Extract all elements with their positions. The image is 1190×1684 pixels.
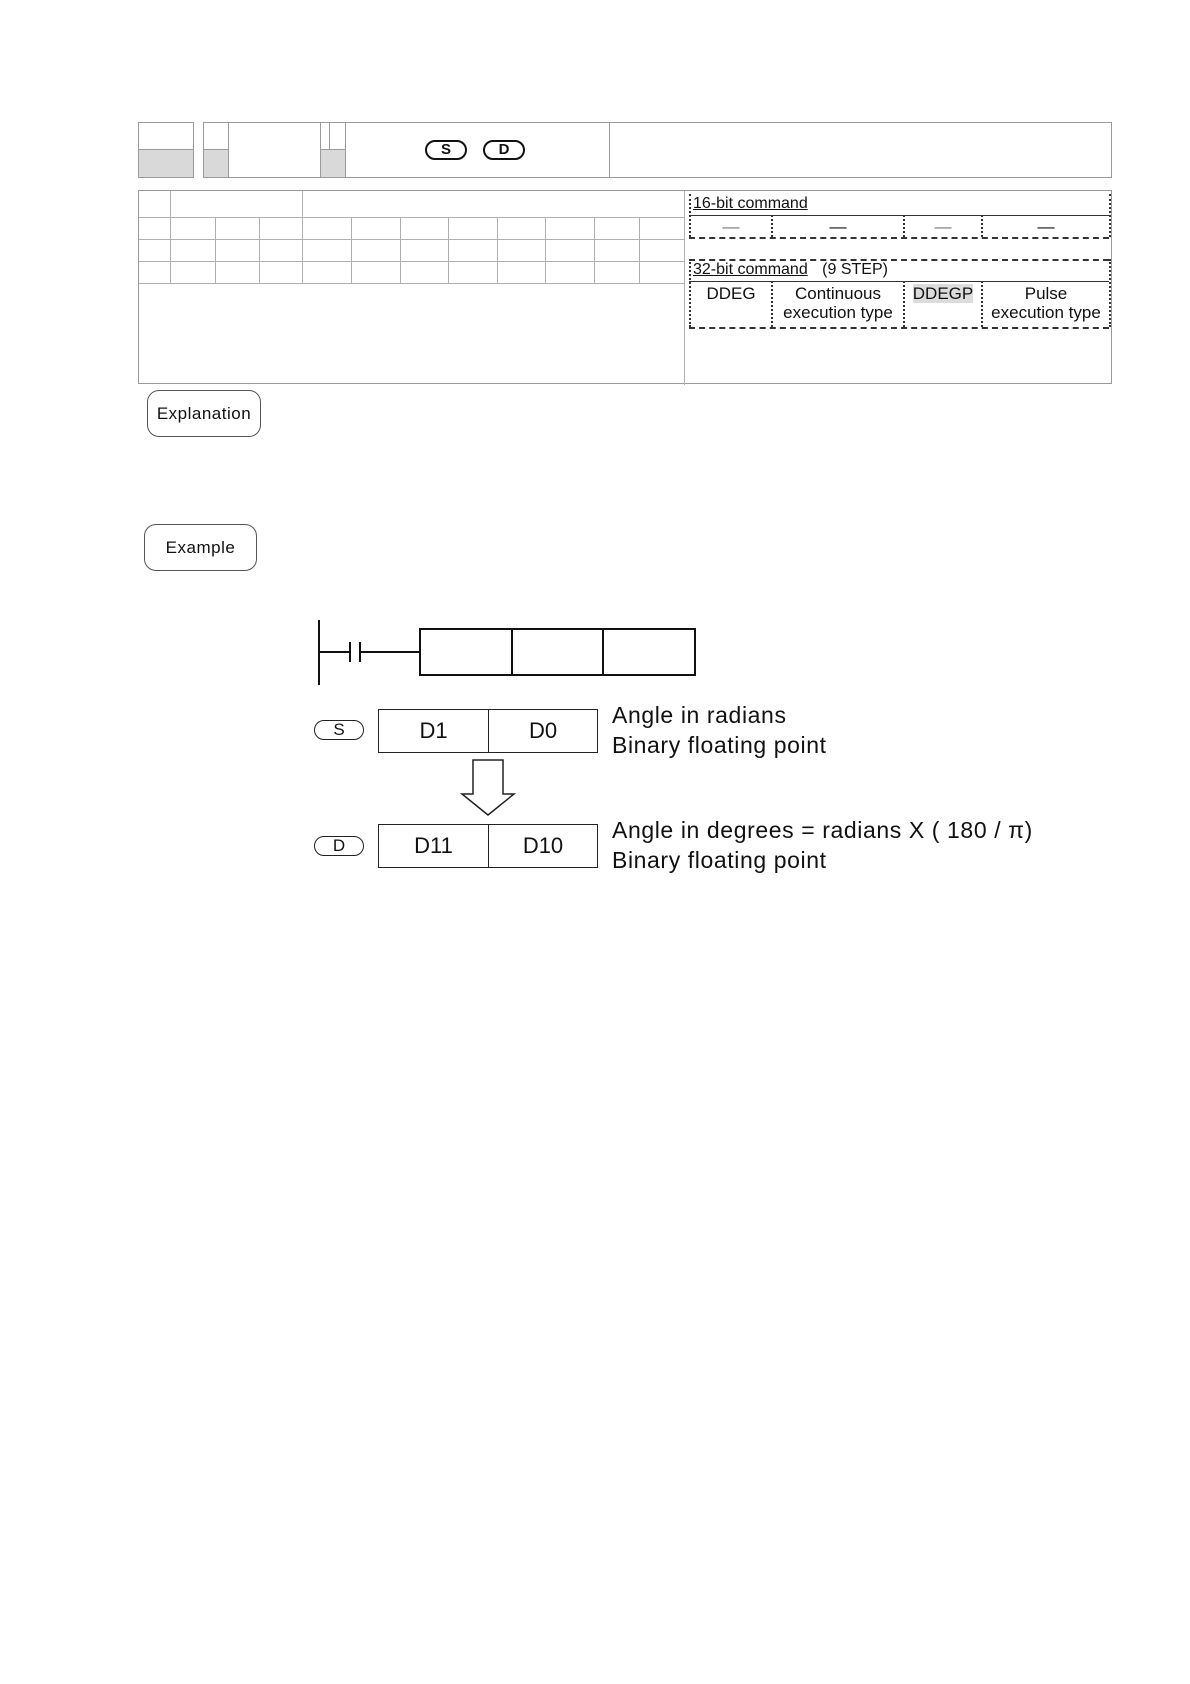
source-operand-badge: S — [314, 720, 364, 740]
header-operands-cell — [320, 122, 610, 178]
dest-caption: Angle in degrees = radians X ( 180 / π) Binary floating point — [612, 817, 1033, 873]
header-mnemonic-flag — [204, 123, 229, 177]
register-d1: D1 — [378, 709, 489, 753]
header-api-number-cell — [138, 122, 194, 178]
source-caption: Angle in radians Binary floating point — [612, 702, 827, 758]
instruction-box-destination — [603, 629, 695, 675]
header-api-number-shaded — [139, 149, 193, 177]
bit16-pulse-type: — — [1037, 217, 1055, 236]
header-mnemonic-cell — [203, 122, 330, 178]
register-d10: D10 — [488, 824, 598, 868]
bit16-title: 16-bit command — [693, 195, 808, 212]
operand-table — [138, 190, 1112, 384]
conversion-arrow-icon — [458, 758, 518, 818]
operand-s-badge: S — [425, 140, 467, 160]
ddegp-type: Pulse execution type — [991, 284, 1101, 322]
bit32-title: 32-bit command (9 STEP) — [693, 261, 888, 278]
example-label: Example — [144, 524, 257, 571]
bit16-continuous-type: — — [829, 217, 847, 236]
ladder-diagram — [310, 615, 710, 695]
operand-d-badge: D — [483, 140, 525, 160]
header-operands-flag — [321, 123, 346, 177]
explanation-label: Explanation — [147, 390, 261, 437]
header-function-cell — [609, 122, 1112, 178]
instruction-box-mnemonic — [420, 629, 512, 675]
instruction-box-source — [512, 629, 603, 675]
dest-operand-badge: D — [314, 836, 364, 856]
register-d0: D0 — [488, 709, 598, 753]
bit16-pulse-name: — — [934, 217, 952, 236]
ddeg-name: DDEG — [706, 284, 756, 303]
register-d11: D11 — [378, 824, 489, 868]
ddeg-type: Continuous execution type — [783, 284, 893, 322]
ddegp-name: DDEGP — [912, 284, 974, 303]
bit32-steps: (9 STEP) — [822, 261, 888, 278]
bit16-continuous-name: — — [722, 217, 740, 236]
